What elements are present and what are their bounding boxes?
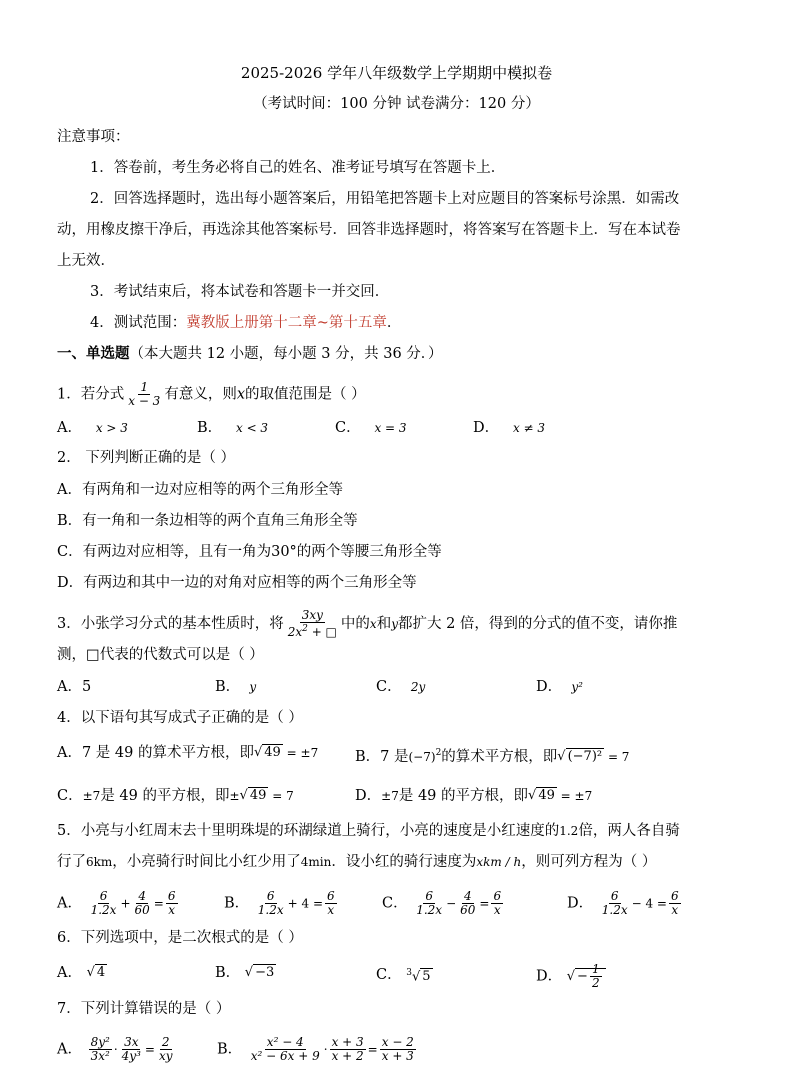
q1-option-b[interactable]: B． x < 3: [197, 420, 269, 436]
note-4-suffix: ．: [386, 315, 402, 331]
q2-option-a[interactable]: A．有两角和一边对应相等的两个三角形全等: [57, 482, 343, 498]
q3-option-b[interactable]: B． y: [215, 679, 257, 695]
q3-option-a[interactable]: A．5: [57, 679, 92, 695]
q1-option-a[interactable]: A． x > 3: [57, 420, 128, 436]
note-1: 1．答卷前，考生务必将自己的姓名、准考证号填写在答题卡上．: [90, 160, 506, 176]
q4-stem: 4．以下语句其写成式子正确的是（ ）: [57, 710, 303, 726]
q1-post-a: 有意义，则: [164, 386, 237, 403]
q2-option-d[interactable]: D．有两边和其中一边的对角对应相等的两个三角形全等: [57, 575, 417, 591]
section-desc: （本大题共 12 小题，每小题 3 分，共 36 分．）: [129, 346, 443, 362]
q3-option-d[interactable]: D． y²: [536, 679, 583, 695]
note-4: [90, 313, 401, 333]
q1-den: x − 3: [128, 394, 161, 408]
q4-option-d[interactable]: D．±7是 49 的平方根，即√ 49 = ±7: [355, 788, 593, 804]
q4-option-b[interactable]: B．7 是$(-7)^2$的算术平方根，即√ (−7)² = 7: [355, 748, 630, 765]
q5-option-a[interactable]: A． $\frac{6}{1.2x}$ + $\frac{4}{60}$ = $\frac{6}{x}$: [57, 889, 176, 917]
q6-option-a[interactable]: A． √ 4: [57, 965, 106, 981]
q5-stem-line-1: 5．小亮与小红周末去十里明珠堤的环湖绿道上骑行，小亮的速度是小红速度的1.2倍，两人各自骑: [57, 823, 680, 839]
q1-option-c[interactable]: C． x = 3: [335, 420, 407, 436]
q1-num: 1: [140, 380, 149, 394]
q3-option-c[interactable]: C． 2y: [376, 679, 426, 695]
q6-option-d[interactable]: D． √ − $\frac{1}{2}$: [536, 963, 606, 990]
q7-stem: 7．下列计算错误的是（ ）: [57, 1001, 231, 1017]
exam-subtitle: （考试时间：100 分钟 试卷满分：120 分）: [253, 96, 540, 112]
q3-stem-line-2: 测，□代表的代数式可以是（ ）: [57, 647, 264, 663]
notes-heading: 注意事项：: [57, 129, 130, 145]
q1-var: x: [236, 386, 246, 403]
q2-option-c[interactable]: C．有两边对应相等，且有一角为30°的两个等腰三角形全等: [57, 544, 442, 560]
section-label: 一、单选题: [57, 345, 130, 362]
note-4-prefix: 4．测试范围：: [90, 315, 187, 331]
q6-stem: 6．下列选项中，是二次根式的是（ ）: [57, 930, 303, 946]
q1-fraction: [126, 381, 162, 408]
q1-option-d[interactable]: D． x ≠ 3: [473, 420, 546, 436]
exam-title: 2025-2026 学年八年级数学上学期期中模拟卷: [240, 64, 553, 82]
q1-post-b: 的取值范围是（ ）: [245, 386, 366, 403]
q1-pre: 1．若分式: [57, 386, 125, 403]
q4-option-c[interactable]: C．±7是 49 的平方根，即±√ 49 = 7: [57, 788, 294, 804]
q1-stem: [57, 381, 366, 408]
q6-option-c[interactable]: C． $^3$√ 5: [376, 967, 431, 985]
q6-option-b[interactable]: B． √ −3: [215, 965, 275, 981]
q5-option-b[interactable]: B． $\frac{6}{1.2x}$ + 4 = $\frac{6}{x}$: [224, 889, 335, 917]
note-3: 3．考试结束后，将本试卷和答题卡一并交回．: [90, 284, 390, 300]
section-heading: [57, 344, 443, 364]
q7-option-b[interactable]: B． $\frac{\text{x² − 4}}{\text{x² − 6x + 9}}$ · $\frac{x + 3}{x + 2}$ = $\frac{x - 2}{x + 3}$: [217, 1035, 414, 1063]
q2-option-b[interactable]: B．有一角和一条边相等的两个直角三角形全等: [57, 513, 358, 529]
q5-option-d[interactable]: D． $\frac{6}{1.2x}$ − 4 = $\frac{6}{x}$: [567, 889, 679, 917]
q7-option-a[interactable]: A． $\frac{\text{8y²}}{\text{3x²}}$ · $\frac{3x}{\text{4y³}}$ = $\frac{2}{xy}$: [57, 1035, 173, 1063]
q2-stem: 2． 下列判断正确的是（ ）: [57, 450, 235, 466]
q3-fraction: $\frac{3xy}{2x^2 + □}$: [287, 608, 337, 639]
note-2-line-3: 上无效．: [57, 253, 115, 269]
q3-stem-line-1: 3．小张学习分式的基本性质时，将 $\frac{3xy}{2x^2 + □}$ 中的x和y都扩大 2 倍，得到的分式的值不变，请你推: [57, 608, 678, 639]
note-4-range: 冀教版上册第十二章~第十五章: [186, 315, 387, 331]
q4-option-a[interactable]: A．7 是 49 的算术平方根，即√ 49 = ±7: [57, 745, 319, 761]
note-2-line-1: 2．回答选择题时，选出每小题答案后，用铅笔把答题卡上对应题目的答案标号涂黑．如需改: [90, 191, 680, 207]
q5-option-c[interactable]: C． $\frac{6}{1.2x}$ − $\frac{4}{60}$ = $\frac{6}{x}$: [382, 889, 502, 917]
q5-stem-line-2: 行了6km，小亮骑行时间比小红少用了4min．设小红的骑行速度为xkm / h，则可列方程为（ ）: [57, 854, 657, 870]
note-2-line-2: 动，用橡皮擦干净后，再选涂其他答案标号．回答非选择题时，将答案写在答题卡上．写在本试卷: [57, 222, 681, 238]
